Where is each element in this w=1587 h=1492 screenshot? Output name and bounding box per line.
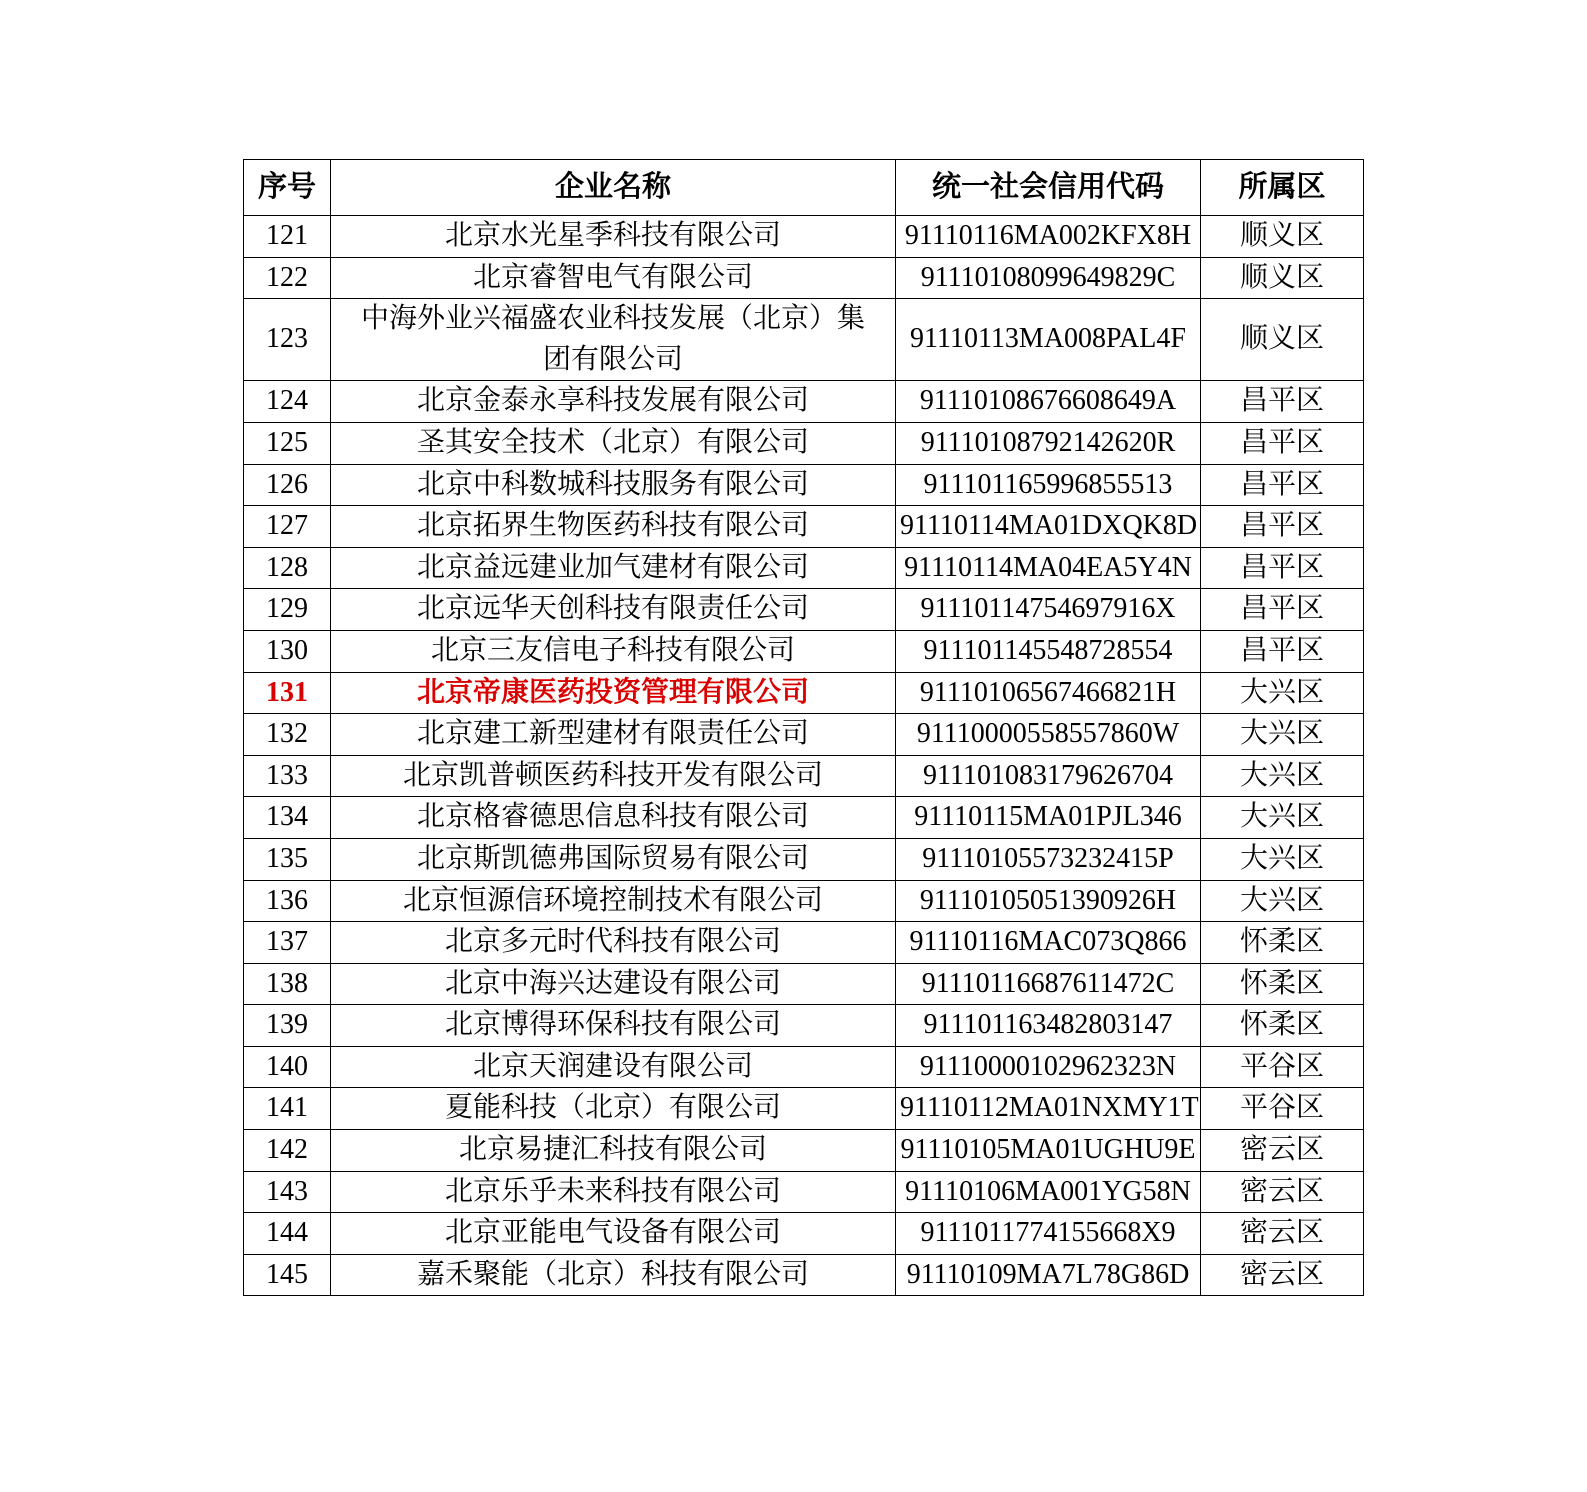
cell-credit-code: 91110108676608649A — [896, 381, 1201, 423]
cell-company-name: 北京睿智电气有限公司 — [331, 257, 896, 299]
cell-company-name: 北京帝康医药投资管理有限公司 — [331, 672, 896, 714]
table-row — [244, 299, 1364, 381]
cell-district: 昌平区 — [1201, 464, 1364, 506]
cell-serial: 123 — [244, 299, 331, 381]
cell-credit-code: 91110105573232415P — [896, 838, 1201, 880]
cell-district: 昌平区 — [1201, 589, 1364, 631]
cell-district: 密云区 — [1201, 1254, 1364, 1296]
cell-company-name: 北京中科数城科技服务有限公司 — [331, 464, 896, 506]
table-row — [244, 797, 1364, 839]
cell-company-name: 北京远华天创科技有限责任公司 — [331, 589, 896, 631]
header-credit-code: 统一社会信用代码 — [896, 160, 1201, 216]
table-row — [244, 589, 1364, 631]
cell-district: 密云区 — [1201, 1171, 1364, 1213]
cell-district: 大兴区 — [1201, 880, 1364, 922]
table-row — [244, 1130, 1364, 1172]
cell-serial: 136 — [244, 880, 331, 922]
cell-company-name: 北京金泰永享科技发展有限公司 — [331, 381, 896, 423]
cell-credit-code: 911101145548728554 — [896, 630, 1201, 672]
table-row — [244, 1005, 1364, 1047]
cell-district: 顺义区 — [1201, 216, 1364, 258]
cell-district: 昌平区 — [1201, 630, 1364, 672]
cell-credit-code: 91110112MA01NXMY1T — [896, 1088, 1201, 1130]
cell-credit-code: 91110109MA7L78G86D — [896, 1254, 1201, 1296]
cell-district: 大兴区 — [1201, 797, 1364, 839]
cell-credit-code: 91110116MAC073Q866 — [896, 922, 1201, 964]
table-row — [244, 1213, 1364, 1255]
cell-company-name: 北京斯凯德弗国际贸易有限公司 — [331, 838, 896, 880]
cell-serial: 129 — [244, 589, 331, 631]
cell-credit-code: 91110113MA008PAL4F — [896, 299, 1201, 381]
table-row — [244, 630, 1364, 672]
header-row — [244, 160, 1364, 216]
cell-district: 昌平区 — [1201, 547, 1364, 589]
cell-district: 怀柔区 — [1201, 922, 1364, 964]
table-row — [244, 547, 1364, 589]
cell-credit-code: 91110108792142620R — [896, 422, 1201, 464]
cell-company-name: 北京亚能电气设备有限公司 — [331, 1213, 896, 1255]
cell-company-name: 北京水光星季科技有限公司 — [331, 216, 896, 258]
table-row — [244, 381, 1364, 423]
cell-company-name: 北京易捷汇科技有限公司 — [331, 1130, 896, 1172]
cell-credit-code: 91110106567466821H — [896, 672, 1201, 714]
cell-company-name: 北京乐乎未来科技有限公司 — [331, 1171, 896, 1213]
cell-company-name: 北京天润建设有限公司 — [331, 1046, 896, 1088]
cell-company-name: 嘉禾聚能（北京）科技有限公司 — [331, 1254, 896, 1296]
cell-district: 昌平区 — [1201, 381, 1364, 423]
cell-credit-code: 911101163482803147 — [896, 1005, 1201, 1047]
cell-credit-code: 91110116MA002KFX8H — [896, 216, 1201, 258]
cell-serial: 142 — [244, 1130, 331, 1172]
cell-credit-code: 91110000102962323N — [896, 1046, 1201, 1088]
table-row — [244, 257, 1364, 299]
cell-serial: 127 — [244, 506, 331, 548]
table-row — [244, 1171, 1364, 1213]
table-row — [244, 922, 1364, 964]
cell-serial: 134 — [244, 797, 331, 839]
cell-credit-code: 911101165996855513 — [896, 464, 1201, 506]
cell-credit-code: 91110115MA01PJL346 — [896, 797, 1201, 839]
cell-credit-code: 91110105051390926H — [896, 880, 1201, 922]
cell-company-name: 北京凯普顿医药科技开发有限公司 — [331, 755, 896, 797]
cell-district: 顺义区 — [1201, 257, 1364, 299]
cell-company-name: 北京三友信电子科技有限公司 — [331, 630, 896, 672]
table-row — [244, 963, 1364, 1005]
table-row — [244, 1088, 1364, 1130]
cell-company-name: 北京格睿德思信息科技有限公司 — [331, 797, 896, 839]
cell-credit-code: 91110000558557860W — [896, 714, 1201, 756]
table-row — [244, 755, 1364, 797]
cell-district: 大兴区 — [1201, 672, 1364, 714]
cell-district: 密云区 — [1201, 1213, 1364, 1255]
cell-credit-code: 91110116687611472C — [896, 963, 1201, 1005]
table-row — [244, 1254, 1364, 1296]
cell-serial: 139 — [244, 1005, 331, 1047]
cell-serial: 128 — [244, 547, 331, 589]
cell-company-name: 北京建工新型建材有限责任公司 — [331, 714, 896, 756]
cell-serial: 132 — [244, 714, 331, 756]
cell-district: 昌平区 — [1201, 506, 1364, 548]
cell-district: 平谷区 — [1201, 1088, 1364, 1130]
cell-credit-code: 91110114754697916X — [896, 589, 1201, 631]
cell-serial: 122 — [244, 257, 331, 299]
cell-serial: 145 — [244, 1254, 331, 1296]
cell-serial: 126 — [244, 464, 331, 506]
table-row — [244, 464, 1364, 506]
cell-credit-code: 91110105MA01UGHU9E — [896, 1130, 1201, 1172]
cell-district: 大兴区 — [1201, 838, 1364, 880]
cell-serial: 135 — [244, 838, 331, 880]
cell-serial: 143 — [244, 1171, 331, 1213]
cell-district: 大兴区 — [1201, 714, 1364, 756]
cell-district: 密云区 — [1201, 1130, 1364, 1172]
cell-company-name: 北京恒源信环境控制技术有限公司 — [331, 880, 896, 922]
cell-district: 顺义区 — [1201, 299, 1364, 381]
cell-credit-code: 911101083179626704 — [896, 755, 1201, 797]
cell-credit-code: 91110114MA01DXQK8D — [896, 506, 1201, 548]
cell-serial: 125 — [244, 422, 331, 464]
cell-serial: 130 — [244, 630, 331, 672]
header-district: 所属区 — [1201, 160, 1364, 216]
cell-credit-code: 91110114MA04EA5Y4N — [896, 547, 1201, 589]
cell-company-name: 北京博得环保科技有限公司 — [331, 1005, 896, 1047]
header-company-name: 企业名称 — [331, 160, 896, 216]
cell-company-name: 北京中海兴达建设有限公司 — [331, 963, 896, 1005]
company-table — [243, 159, 1364, 1296]
cell-credit-code: 9111011774155668X9 — [896, 1213, 1201, 1255]
cell-serial: 121 — [244, 216, 331, 258]
cell-serial: 138 — [244, 963, 331, 1005]
cell-company-name: 中海外业兴福盛农业科技发展（北京）集团有限公司 — [331, 299, 896, 381]
cell-district: 大兴区 — [1201, 755, 1364, 797]
table-row — [244, 1046, 1364, 1088]
table-row — [244, 672, 1364, 714]
table-row — [244, 216, 1364, 258]
cell-credit-code: 91110108099649829C — [896, 257, 1201, 299]
cell-company-name: 圣其安全技术（北京）有限公司 — [331, 422, 896, 464]
cell-serial: 131 — [244, 672, 331, 714]
cell-serial: 144 — [244, 1213, 331, 1255]
table-row — [244, 506, 1364, 548]
cell-district: 平谷区 — [1201, 1046, 1364, 1088]
table-row — [244, 880, 1364, 922]
header-serial: 序号 — [244, 160, 331, 216]
cell-serial: 124 — [244, 381, 331, 423]
table-row — [244, 838, 1364, 880]
table-row — [244, 714, 1364, 756]
cell-credit-code: 91110106MA001YG58N — [896, 1171, 1201, 1213]
cell-company-name: 北京多元时代科技有限公司 — [331, 922, 896, 964]
cell-serial: 133 — [244, 755, 331, 797]
cell-district: 昌平区 — [1201, 422, 1364, 464]
cell-company-name: 北京拓界生物医药科技有限公司 — [331, 506, 896, 548]
table-row — [244, 422, 1364, 464]
cell-serial: 137 — [244, 922, 331, 964]
cell-district: 怀柔区 — [1201, 963, 1364, 1005]
cell-serial: 140 — [244, 1046, 331, 1088]
cell-district: 怀柔区 — [1201, 1005, 1364, 1047]
cell-company-name: 夏能科技（北京）有限公司 — [331, 1088, 896, 1130]
cell-serial: 141 — [244, 1088, 331, 1130]
cell-company-name: 北京益远建业加气建材有限公司 — [331, 547, 896, 589]
